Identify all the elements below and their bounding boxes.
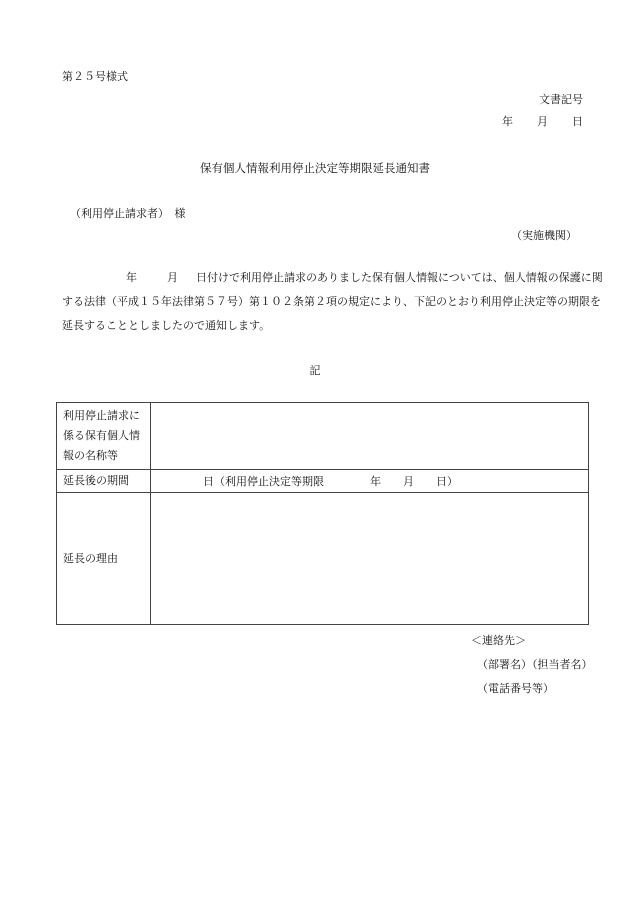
contact-heading: ＜連絡先＞ [471, 634, 526, 647]
period-deadline-label: （利用停止決定等期限 [214, 475, 324, 488]
document-title: 保有個人情報利用停止決定等期限延長通知書 [200, 161, 430, 175]
form-number: 第２５号様式 [62, 70, 128, 83]
body-month: 月 [167, 271, 178, 284]
extension-reason-value[interactable] [151, 493, 589, 625]
period-day: 日 [203, 475, 214, 488]
period-year: 年 [370, 475, 381, 488]
extended-period-value[interactable] [151, 470, 589, 493]
body-line-1 [62, 266, 603, 290]
extension-reason-label: 延長の理由 [57, 493, 151, 625]
info-name-label [57, 403, 151, 470]
table-row [57, 470, 589, 493]
ki-heading: 記 [309, 364, 321, 377]
notice-body [62, 266, 603, 338]
addressee: （利用停止請求者） 様 [70, 207, 186, 220]
info-name-value[interactable] [151, 403, 589, 470]
issue-date [502, 113, 583, 129]
table-row [57, 493, 589, 625]
date-year: 年 [502, 115, 513, 128]
body-line-3: 延長することとしましたので通知します。 [62, 319, 271, 332]
date-day: 日 [572, 115, 583, 128]
contact-department: （部署名）（担当者名） [477, 658, 593, 671]
document-number: 文書記号 [539, 93, 583, 106]
extended-period-label: 延長後の期間 [57, 470, 151, 493]
period-month: 月 [403, 475, 414, 488]
info-name-label-line: 係る保有個人情 [63, 429, 140, 442]
info-name-label-line: 報の名称等 [63, 449, 118, 462]
info-name-label-line: 利用停止請求に [63, 409, 140, 422]
body-year: 年 [126, 271, 137, 284]
body-line-2: する法律（平成１５年法律第５７号）第１０２条第２項の規定により、下記のとおり利用停止決定等の期限を [62, 295, 601, 308]
issuing-agency: （実施機関） [511, 229, 577, 242]
notice-table [56, 402, 589, 625]
contact-phone: （電話番号等） [477, 682, 554, 695]
table-row [57, 403, 589, 470]
body-line-1-text: 日付けで利用停止請求のありました保有個人情報については、個人情報の保護に関 [196, 271, 603, 284]
date-month: 月 [537, 115, 548, 128]
period-day-close: 日） [436, 475, 458, 488]
